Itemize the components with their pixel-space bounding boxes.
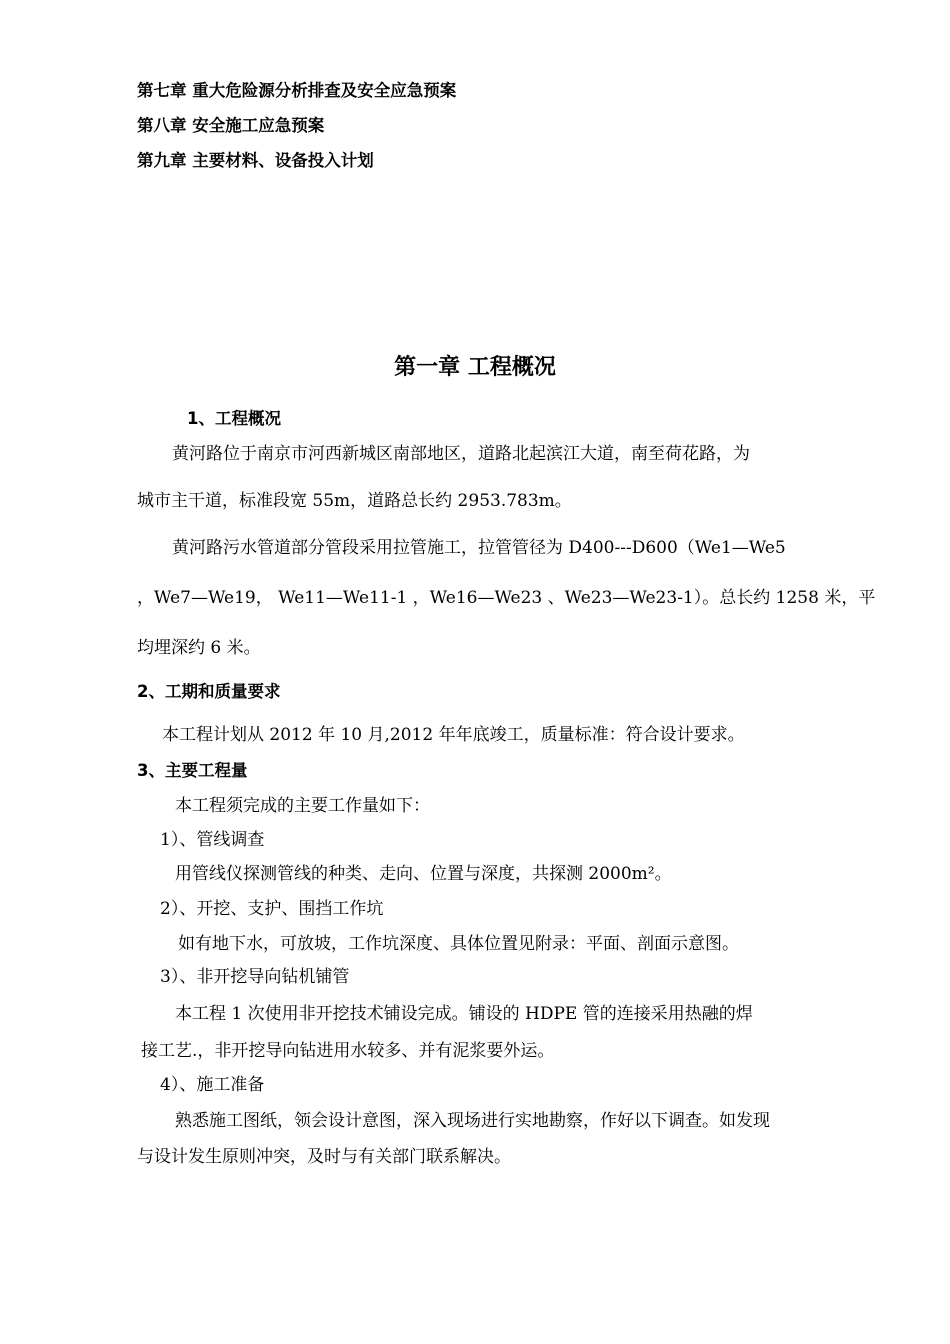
section-heading-quantities: 3、主要工程量	[137, 761, 248, 780]
section-heading-schedule: 2、工期和质量要求	[137, 682, 281, 701]
toc-item-chapter-9: 第九章 主要材料、设备投入计划	[137, 151, 374, 170]
paragraph-line: 用管线仪探测管线的种类、走向、位置与深度，共探测 2000m²。	[175, 864, 672, 884]
paragraph-line: 黄河路位于南京市河西新城区南部地区，道路北起滨江大道，南至荷花路，为	[172, 444, 750, 464]
paragraph-line: 如有地下水，可放坡，工作坑深度、具体位置见附录：平面、剖面示意图。	[178, 934, 739, 954]
paragraph-line: 均埋深约 6 米。	[137, 638, 261, 658]
list-item-heading: 2）、开挖、支护、围挡工作坑	[160, 899, 384, 919]
list-item-heading: 4）、施工准备	[160, 1075, 265, 1095]
paragraph-line: 城市主干道，标准段宽 55m，道路总长约 2953.783m。	[137, 491, 572, 511]
list-item-heading: 1）、管线调查	[160, 830, 265, 850]
paragraph-line: ，We7—We19， We11—We11-1 ，We16—We23 、We23—We23-1）。总长约 1258 米，平	[137, 588, 876, 608]
chapter-title: 第一章 工程概况	[394, 355, 556, 380]
section-heading-overview: 1、工程概况	[187, 409, 281, 428]
paragraph-line: 与设计发生原则冲突，及时与有关部门联系解决。	[137, 1147, 511, 1167]
paragraph-line: 熟悉施工图纸，领会设计意图，深入现场进行实地勘察，作好以下调查。如发现	[175, 1111, 770, 1131]
toc-item-chapter-7: 第七章 重大危险源分析排查及安全应急预案	[137, 81, 457, 100]
toc-item-chapter-8: 第八章 安全施工应急预案	[137, 116, 325, 135]
paragraph-line: 黄河路污水管道部分管段采用拉管施工，拉管管径为 D400---D600（We1—We5	[172, 538, 786, 558]
paragraph-line: 接工艺.，非开挖导向钻进用水较多、并有泥浆要外运。	[141, 1041, 555, 1061]
paragraph-line: 本工程计划从 2012 年 10 月,2012 年年底竣工，质量标准：符合设计要求。	[162, 725, 745, 745]
paragraph-line: 本工程须完成的主要工作量如下：	[175, 796, 430, 816]
paragraph-line: 本工程 1 次使用非开挖技术铺设完成。铺设的 HDPE 管的连接采用热融的焊	[175, 1004, 753, 1024]
list-item-heading: 3）、非开挖导向钻机铺管	[160, 967, 350, 987]
